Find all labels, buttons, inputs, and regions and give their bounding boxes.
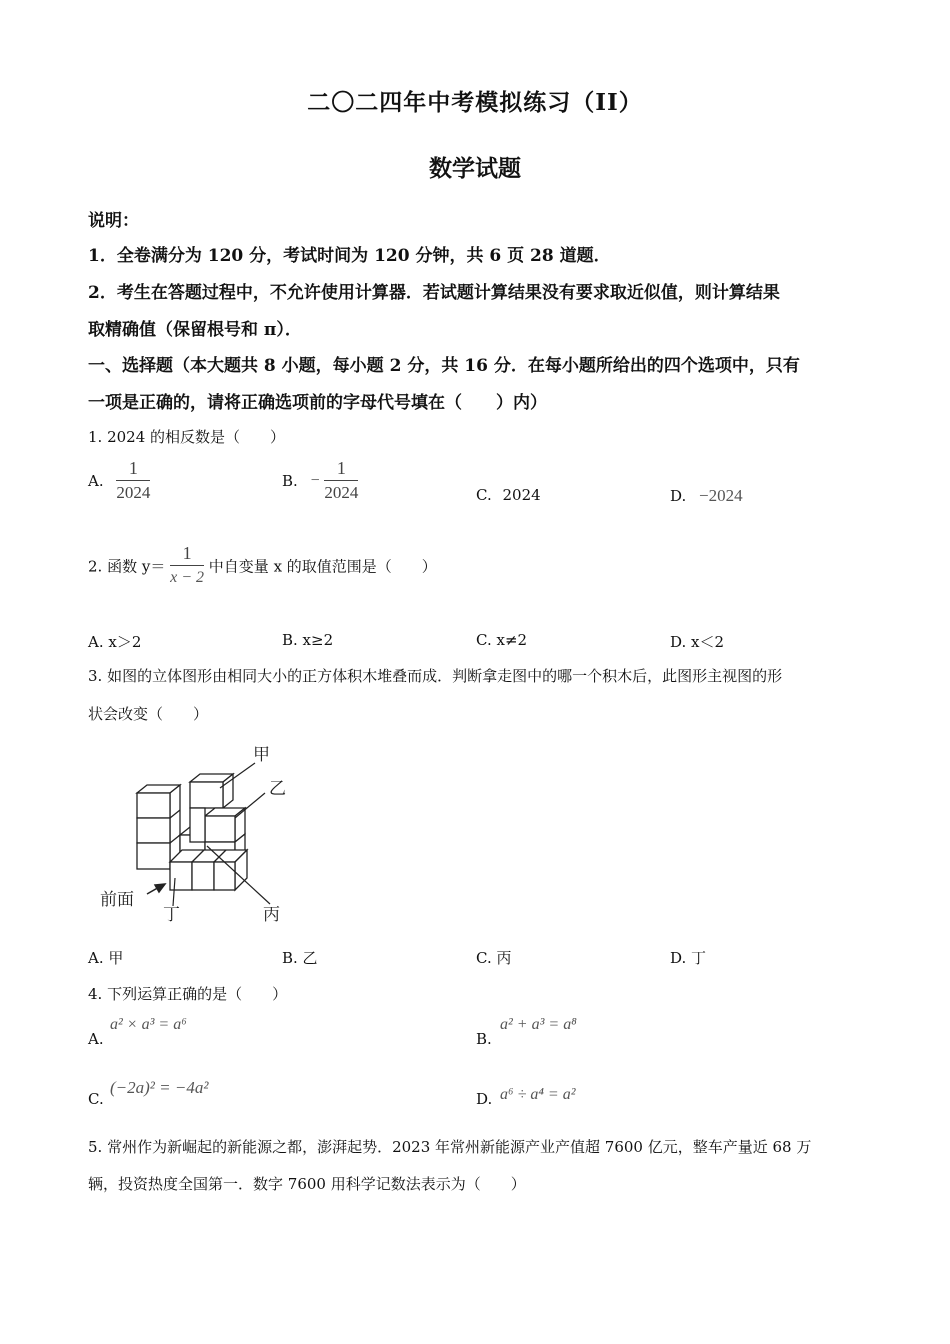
front-arrow xyxy=(147,884,165,894)
section-1-heading-line-1: 一、选择题（本大题共 8 小题，每小题 2 分，共 16 分．在每小题所给出的四个选项中，只有 xyxy=(88,356,800,376)
instructions-heading: 说明： xyxy=(88,211,139,231)
q4-option-b-label: B. xyxy=(476,1030,492,1048)
question-3-stem-line-1: 3. 如图的立体图形由相同大小的正方体积木堆叠而成．判断拿走图中的哪一个积木后，此图形主视图的形 xyxy=(88,667,783,685)
instruction-item-1: 1．全卷满分为 120 分，考试时间为 120 分钟，共 6 页 28 道题． xyxy=(88,246,611,266)
exam-subtitle: 数学试题 xyxy=(429,155,521,182)
q1-option-b xyxy=(282,458,358,504)
q2-option-a: A. x＞2 xyxy=(88,633,142,651)
q1-option-c xyxy=(476,486,541,504)
cube-jia xyxy=(190,774,233,808)
q2-fraction xyxy=(170,543,204,589)
instruction-item-2-line-1: 2．考生在答题过程中，不允许使用计算器．若试题计算结果没有要求取近似值，则计算结果 xyxy=(88,283,780,303)
q1-b-numerator: 1 xyxy=(324,458,358,481)
label-jia: 甲 xyxy=(253,745,270,765)
left-column-cubes xyxy=(137,785,180,869)
q3-option-a: A. 甲 xyxy=(88,949,124,967)
section-1-heading-line-2: 一项是正确的，请将正确选项前的字母代号填在（ ）内） xyxy=(88,393,547,413)
q1-b-denominator: 2024 xyxy=(324,483,359,502)
q4-option-d-label: D. xyxy=(476,1090,493,1108)
q2-prefix: 2. 函数 y＝ xyxy=(88,557,166,576)
exam-title: 二〇二四年中考模拟练习（II） xyxy=(307,89,643,116)
question-3-stem-line-2: 状会改变（ ） xyxy=(88,705,209,723)
q2-option-d: D. x＜2 xyxy=(670,633,725,651)
q1-option-a-label: A. xyxy=(88,472,104,490)
q4-option-a-expr: a² × a³ = a⁶ xyxy=(110,1016,187,1033)
cube-stack-figure xyxy=(95,738,315,928)
q4-option-b-expr: a² + a³ = a⁸ xyxy=(500,1016,577,1033)
q1-option-d xyxy=(670,486,743,506)
q1-option-d-value: −2024 xyxy=(699,486,743,505)
label-ding: 丁 xyxy=(163,905,180,925)
front-row-cubes xyxy=(170,850,247,890)
question-2-stem xyxy=(88,543,437,589)
q1-option-b-fraction xyxy=(324,458,358,504)
q1-option-c-label: C. xyxy=(476,486,492,504)
q3-option-d: D. 丁 xyxy=(670,949,707,967)
q2-option-c: C. x≠2 xyxy=(476,631,528,649)
q4-option-c-label: C. xyxy=(88,1090,104,1108)
q2-denominator: x − 2 xyxy=(170,569,205,586)
q1-option-a-fraction xyxy=(116,458,150,504)
cube-yi xyxy=(205,808,245,842)
q1-option-c-value: 2024 xyxy=(502,486,541,504)
q4-option-c-expr: (−2a)² = −4a² xyxy=(110,1078,209,1097)
question-5-stem-line-1: 5. 常州作为新崛起的新能源之都，澎湃起势．2023 年常州新能源产业产值超 7600 亿元，整车产量近 68 万 xyxy=(88,1138,812,1156)
q1-option-a xyxy=(88,458,150,504)
q1-option-b-label: B. xyxy=(282,472,298,490)
q4-option-d-expr: a⁶ ÷ a⁴ = a² xyxy=(500,1086,576,1103)
q1-option-d-label: D. xyxy=(670,487,687,505)
q2-numerator: 1 xyxy=(170,543,204,566)
instruction-item-2-line-2: 取精确值（保留根号和 π）． xyxy=(88,320,302,340)
question-1-stem: 1. 2024 的相反数是（ ） xyxy=(88,428,286,446)
q2-suffix: 中自变量 x 的取值范围是（ ） xyxy=(208,557,437,576)
q1-a-denominator: 2024 xyxy=(116,483,151,502)
label-bing: 丙 xyxy=(263,905,280,925)
question-5-stem-line-2: 辆，投资热度全国第一．数字 7600 用科学记数法表示为（ ） xyxy=(88,1175,526,1193)
label-front: 前面 xyxy=(100,890,134,910)
q3-option-b: B. 乙 xyxy=(282,949,318,967)
question-4-stem: 4. 下列运算正确的是（ ） xyxy=(88,985,288,1003)
q1-a-numerator: 1 xyxy=(116,458,150,481)
label-yi: 乙 xyxy=(269,779,286,799)
q3-option-c: C. 丙 xyxy=(476,949,512,967)
q2-option-b: B. x≥2 xyxy=(282,631,334,649)
q1-b-sign: − xyxy=(310,472,320,489)
q4-option-a-label: A. xyxy=(88,1030,104,1048)
